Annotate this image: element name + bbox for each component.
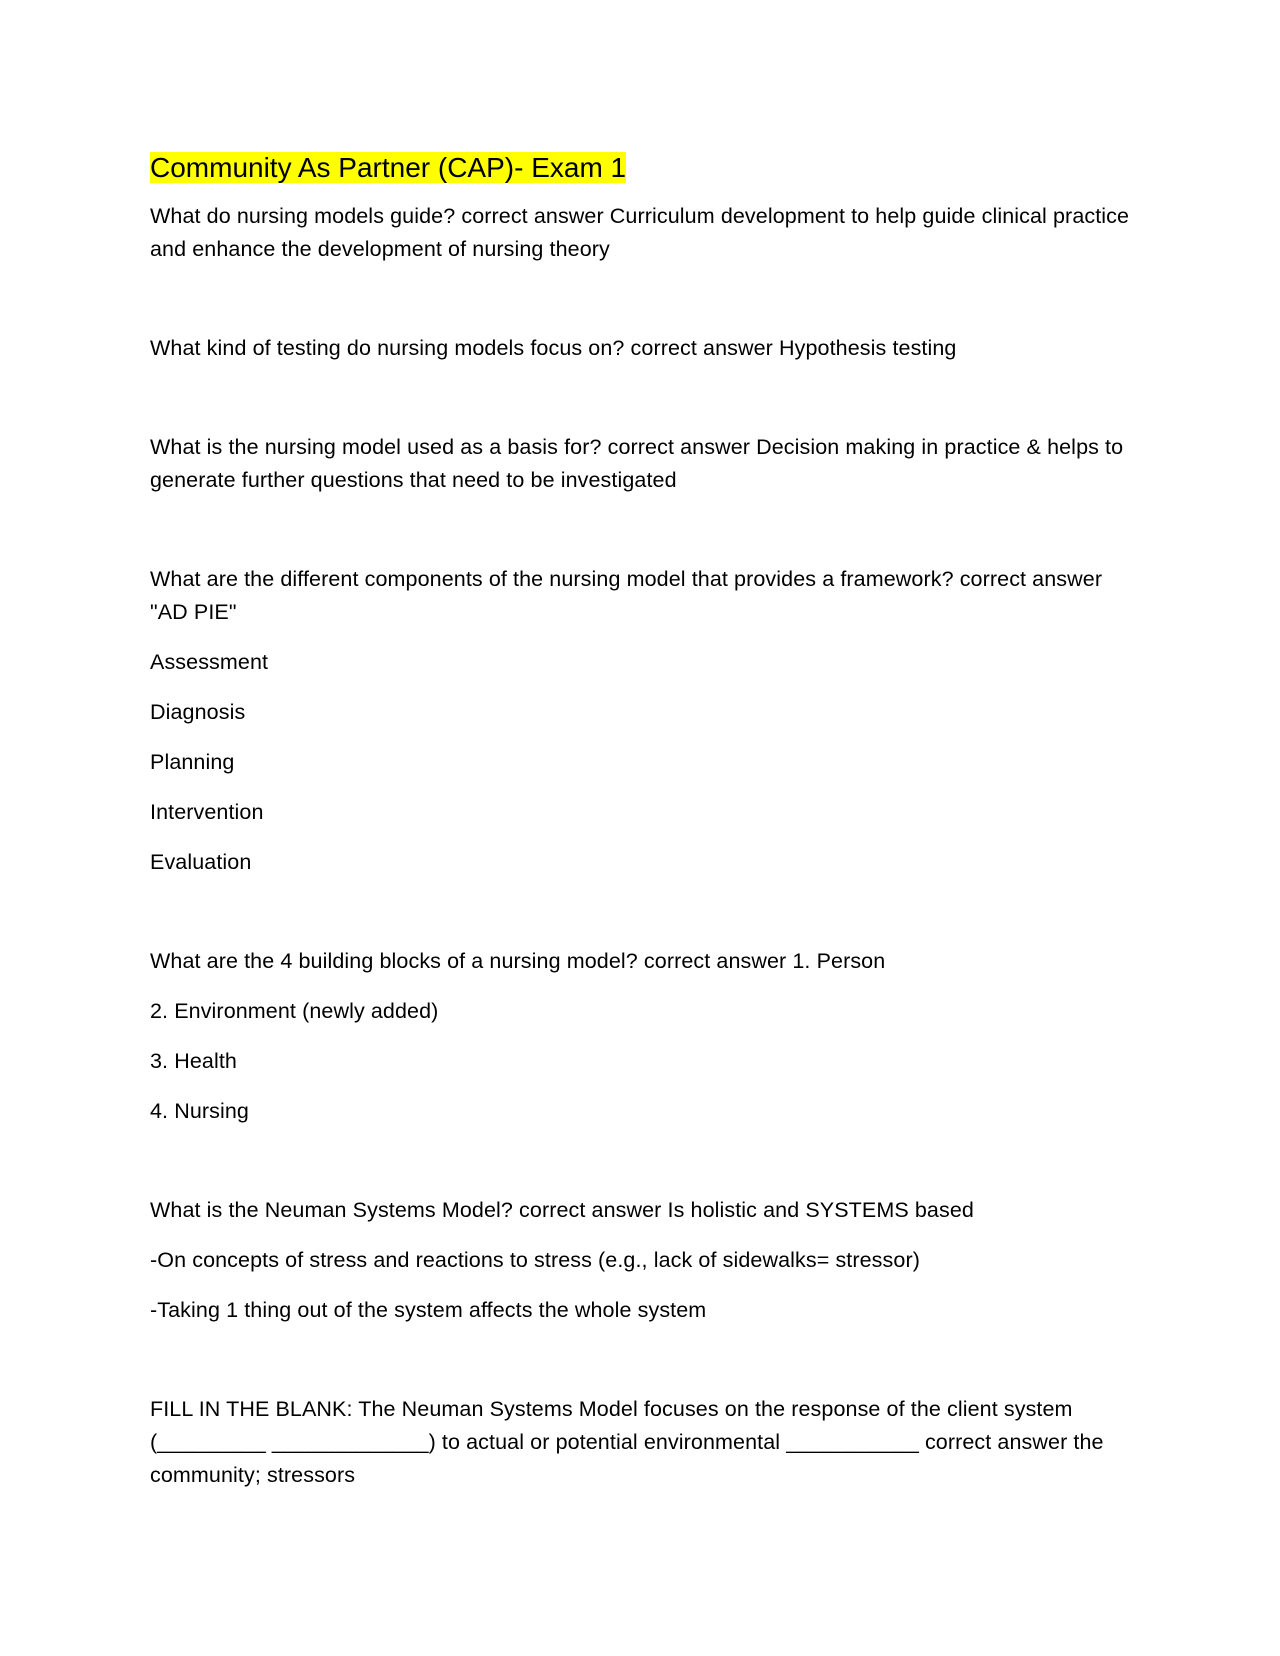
- qa-list-line: Intervention: [150, 800, 264, 824]
- qa-list-line: -Taking 1 thing out of the system affects the whole system: [150, 1298, 707, 1322]
- document-page: [150, 150, 1130, 1558]
- qa-text: What are the 4 building blocks of a nursing model? correct answer 1. Person: [150, 949, 886, 973]
- document-title: [150, 150, 1130, 186]
- qa-text: What are the different components of the nursing model that provides a framework? correct answer "AD PIE": [150, 567, 1103, 624]
- qa-text: What is the Neuman Systems Model? correct answer Is holistic and SYSTEMS based: [150, 1198, 974, 1222]
- qa-list-line: 3. Health: [150, 1049, 237, 1073]
- qa-text: FILL IN THE BLANK: The Neuman Systems Model focuses on the response of the client system (_________ _____________) to actual or potential environmental ___________ correct answer the community; stressors: [150, 1397, 1104, 1487]
- qa-list-line: 4. Nursing: [150, 1099, 249, 1123]
- document-title-text: Community As Partner (CAP)- Exam 1: [150, 152, 627, 183]
- qa-item-1: [150, 200, 1130, 266]
- qa-item-2: [150, 332, 1130, 365]
- qa-text: What kind of testing do nursing models focus on? correct answer Hypothesis testing: [150, 336, 957, 360]
- qa-list-line: 2. Environment (newly added): [150, 999, 439, 1023]
- qa-list-line: Planning: [150, 750, 235, 774]
- qa-item-5: [150, 945, 1130, 1128]
- qa-item-6: [150, 1194, 1130, 1327]
- qa-text: What is the nursing model used as a basis for? correct answer Decision making in practice & helps to generate further questions that need to be investigated: [150, 435, 1124, 492]
- qa-list-line: -On concepts of stress and reactions to stress (e.g., lack of sidewalks= stressor): [150, 1248, 920, 1272]
- qa-list-line: Diagnosis: [150, 700, 246, 724]
- qa-item-4: [150, 563, 1130, 879]
- qa-text: What do nursing models guide? correct answer Curriculum development to help guide clinical practice and enhance the development of nursing theory: [150, 204, 1130, 261]
- qa-item-7: [150, 1393, 1130, 1492]
- qa-list-line: Assessment: [150, 650, 269, 674]
- qa-list-line: Evaluation: [150, 850, 252, 874]
- qa-item-3: [150, 431, 1130, 497]
